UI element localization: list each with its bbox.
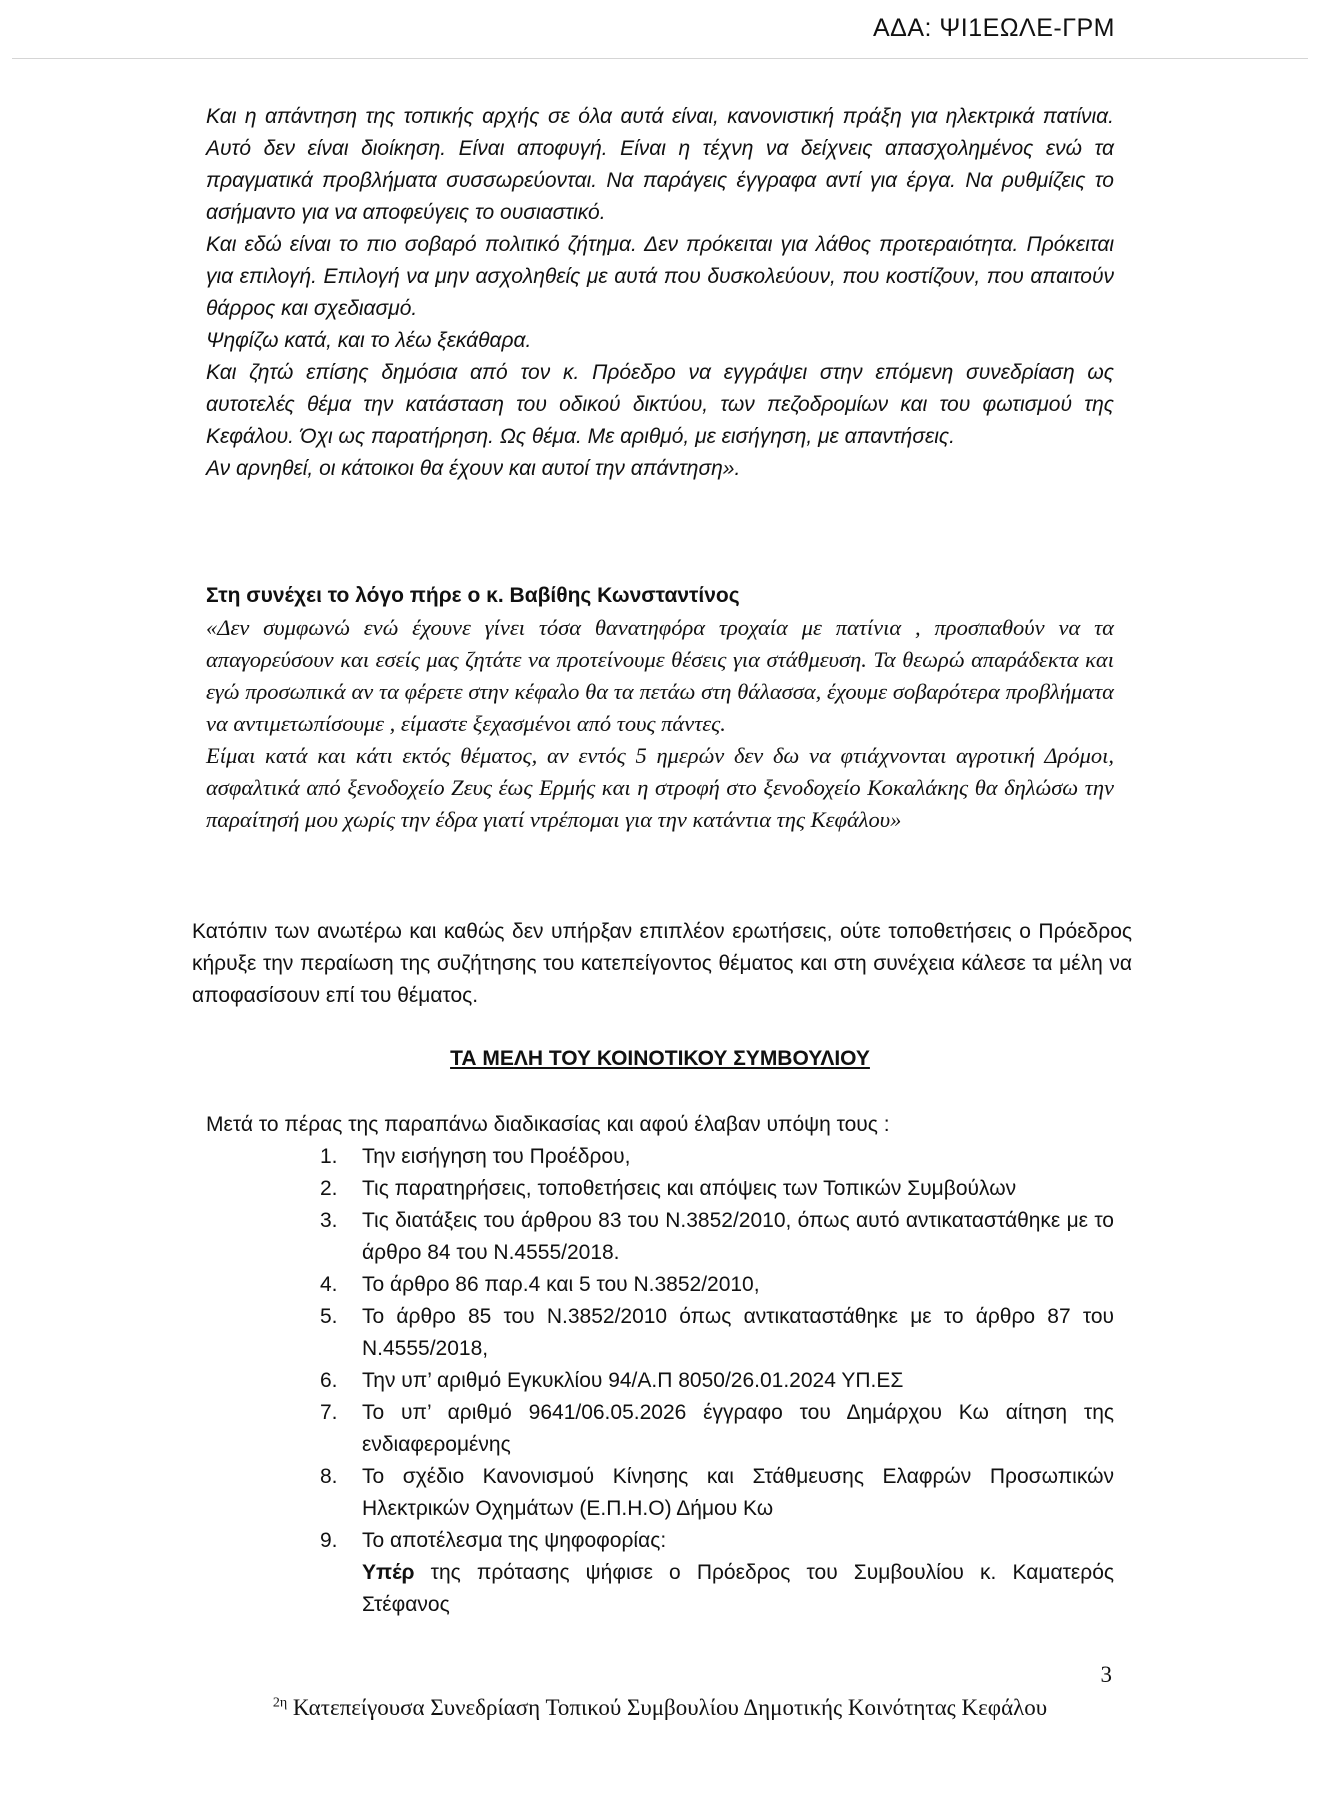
conclusion-paragraph: Κατόπιν των ανωτέρω και καθώς δεν υπήρξαν επιπλέον ερωτήσεις, ούτε τοποθετήσεις ο Πρόεδρος κήρυξε την περαίωση της συζήτησης του κατεπείγοντος θέματος και στη συνέχεια κάλεσε τα μέλη να αποφασίσουν επί του θέματος. [192, 920, 1132, 1007]
ada-code: ΑΔΑ: ΨΙ1ΕΩΛΕ-ΓΡΜ [872, 14, 1115, 42]
list-item: 9. Το αποτέλεσμα της ψηφοφορίας: [320, 1529, 667, 1552]
header-divider [12, 58, 1308, 59]
speech-vavithis [206, 580, 1114, 836]
speech-paragraph: Και εδώ είναι το πιο σοβαρό πολιτικό ζήτημα. Δεν πρόκειται για λάθος προτεραιότητα. Πρόκειται για επιλογή. Επιλογή να μην ασχοληθείς με αυτά που δυσκολεύουν, που κοστίζουν, που απαιτούν θάρρος και σχεδιασμό. [206, 233, 1114, 320]
speech-paragraph: Και ζητώ επίσης δημόσια από τον κ. Πρόεδρο να εγγράψει στην επόμενη συνεδρίαση ως αυτοτελές θέμα την κατάσταση του οδικού δικτύου, των πεζοδρομίων και του φωτισμού της Κεφάλου. Όχι ως παρατήρηση. Ως θέμα. Με αριθμό, με εισήγηση, με απαντήσεις. [206, 361, 1114, 448]
speech-paragraph: Είμαι κατά και κάτι εκτός θέματος, αν εντός 5 ημερών δεν δω να φτιάχνονται αγροτική Δρόμοι, ασφαλτικά από ξενοδοχείο Ζευς έως Ερμής και η στροφή στο ξενοδοχείο Κοκαλάκης θα δηλώσω την παραίτησή μου χωρίς την έδρα γιατί ντρέπομαι για την κατάντια της Κεφάλου» [206, 743, 1114, 832]
footer-ordinal: 2η [272, 1695, 288, 1711]
list-item: 4. Το άρθρο 86 παρ.4 και 5 του Ν.3852/2010, [320, 1273, 760, 1296]
speech-paragraph: Αν αρνηθεί, οι κάτοικοι θα έχουν και αυτοί την απάντηση». [206, 457, 741, 480]
section-intro: Μετά το πέρας της παραπάνω διαδικασίας και αφού έλαβαν υπόψη τους : [206, 1113, 890, 1136]
page-number: 3 [1100, 1662, 1112, 1687]
list-item: 1. Την εισήγηση του Προέδρου, [320, 1145, 631, 1168]
page-footer [0, 1695, 1320, 1721]
vote-result: Υπέρ της πρότασης ψήφισε ο Πρόεδρος του Συμβουλίου κ. Καματερός Στέφανος [362, 1561, 1114, 1616]
conclusion [192, 916, 1132, 1012]
list-item: 6. Την υπ’ αριθμό Εγκυκλίου 94/Α.Π 8050/26.01.2024 ΥΠ.ΕΣ [320, 1369, 904, 1392]
speech-paragraph: Και η απάντηση της τοπικής αρχής σε όλα αυτά είναι, κανονιστική πράξη για ηλεκτρικά πατίνια. Αυτό δεν είναι διοίκηση. Είναι αποφυγή. Είναι η τέχνη να δείχνεις απασχολημένος ενώ τα πραγματικά προβλήματα συσσωρεύονται. Να παράγεις έγγραφα αντί για έργα. Να ρυθμίζεις το ασήμαντο για να αποφεύγεις το ουσιαστικό. [206, 105, 1114, 224]
speaker-intro: Στη συνέχει το λόγο πήρε ο κ. Βαβίθης Κωνσταντίνος [206, 584, 740, 607]
list-item: 7. Το υπ’ αριθμό 9641/06.05.2026 έγγραφο του Δημάρχου Κω αίτηση της ενδιαφερομένης [320, 1401, 1114, 1456]
considerations-list [320, 1141, 1114, 1621]
section-intro-block [206, 1109, 1114, 1141]
speech-continued [206, 101, 1114, 485]
section-heading: ΤΑ ΜΕΛΗ ΤΟΥ ΚΟΙΝΟΤΙΚΟΥ ΣΥΜΒΟΥΛΙΟΥ [450, 1047, 870, 1070]
list-item: 2. Τις παρατηρήσεις, τοποθετήσεις και απόψεις των Τοπικών Συμβούλων [320, 1177, 1017, 1200]
list-item: 5. Το άρθρο 85 του Ν.3852/2010 όπως αντικαταστάθηκε με το άρθρο 87 του Ν.4555/2018, [320, 1305, 1114, 1360]
list-item: 8. Το σχέδιο Κανονισμού Κίνησης και Στάθμευσης Ελαφρών Προσωπικών Ηλεκτρικών Οχημάτων (Ε.Π.Η.Ο) Δήμου Κω [320, 1465, 1114, 1520]
list-item: 3. Τις διατάξεις του άρθρου 83 του Ν.3852/2010, όπως αυτό αντικαταστάθηκε με το άρθρο 84 του Ν.4555/2018. [320, 1209, 1114, 1264]
footer-text: Κατεπείγουσα Συνεδρίαση Τοπικού Συμβουλίου Δημοτικής Κοινότητας Κεφάλου [287, 1695, 1048, 1720]
vote-label: Υπέρ [362, 1561, 415, 1584]
speech-paragraph: «Δεν συμφωνώ ενώ έχουνε γίνει τόσα θανατηφόρα τροχαία με πατίνια , προσπαθούν να τα απαγορεύσουν και εσείς μας ζητάτε να προτείνουμε θέσεις για στάθμευση. Τα θεωρώ απαράδεκτα και εγώ προσωπικά αν τα φέρετε στην κέφαλο θα τα πετάω στη θάλασσα, έχουμε σοβαρότερα προβλήματα να αντιμετωπίσουμε , είμαστε ξεχασμένοι από τους πάντες. [206, 615, 1114, 736]
speech-paragraph: Ψηφίζω κατά, και το λέω ξεκάθαρα. [206, 329, 532, 352]
